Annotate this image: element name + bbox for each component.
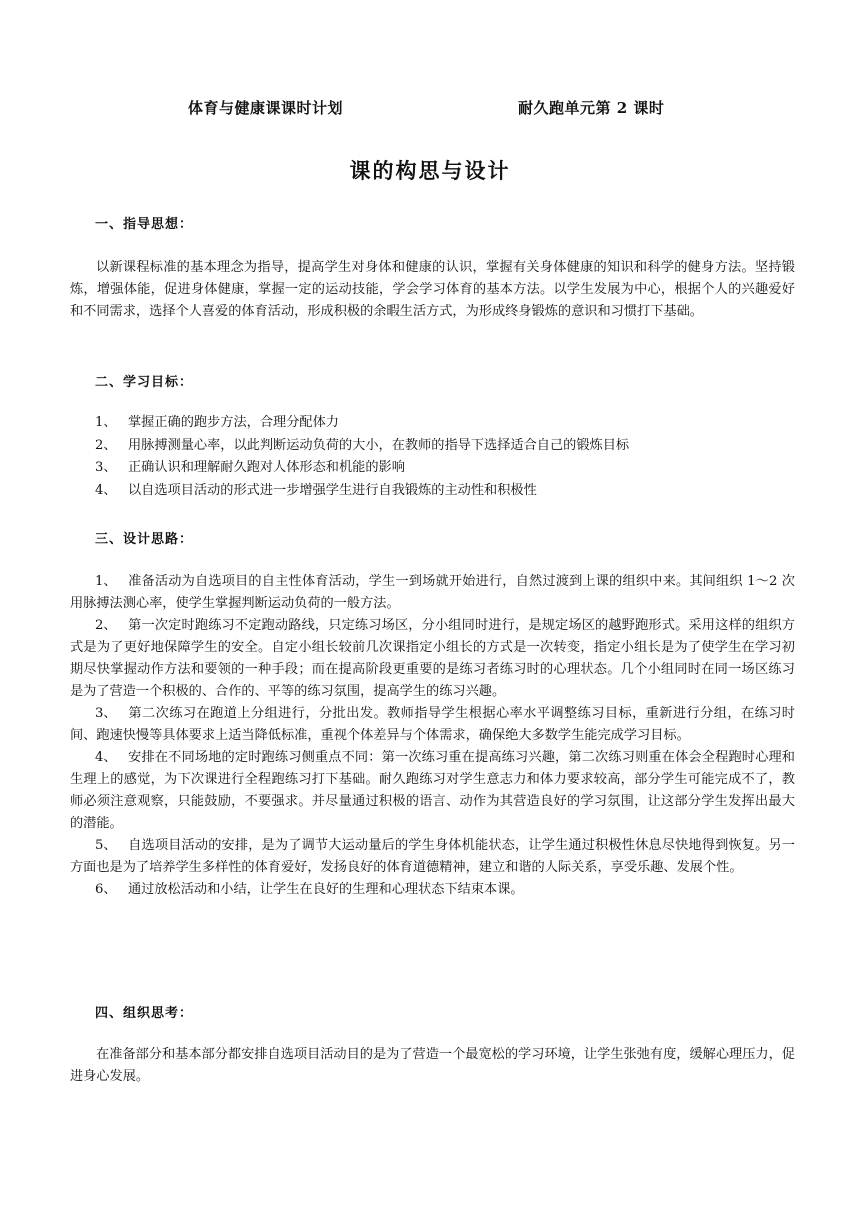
paragraph-text: 在准备部分和基本部分都安排自选项目活动目的是为了营造一个最宽松的学习环境，让学生张弛有度，缓解心理压力，促进身心发展。 xyxy=(70,1047,795,1084)
item-number: 5、 xyxy=(95,838,117,853)
section-heading-guiding-ideology: 一、指导思想： xyxy=(95,217,194,232)
item-text: 准备活动为自选项目的自主性体育活动，学生一到场就开始进行，自然过渡到上课的组织中来。其间组织 1～2 次用脉搏法测心率，使学生掌握判断运动负荷的一般方法。 xyxy=(70,574,795,611)
design-ideas-list xyxy=(70,571,795,901)
list-item xyxy=(95,435,629,458)
list-item xyxy=(70,571,795,615)
item-number: 2、 xyxy=(95,437,117,453)
list-item xyxy=(70,879,795,901)
item-text: 自选项目活动的安排，是为了调节大运动量后的学生身体机能状态，让学生通过积极性休息尽快地得到恢复。另一方面也是为了培养学生多样性的体育爱好，发扬良好的体育道德精神，建立和谐的人际关系，享受乐趣、发展个性。 xyxy=(70,838,795,875)
item-text: 安排在不同场地的定时跑练习侧重点不同：第一次练习重在提高练习兴趣，第二次练习则重在体会全程跑时心理和生理上的感觉，为下次课进行全程跑练习打下基础。耐久跑练习对学生意志力和体力要求较高，部分学生可能完成不了，教师必须注意观察，只能鼓励，不要强求。并尽量通过积极的语言、动作为其营造良好的学习氛围，让这部分学生发挥出最大的潜能。 xyxy=(70,750,795,831)
item-number: 6、 xyxy=(95,882,117,897)
page-title: 课的构思与设计 xyxy=(349,158,511,183)
header-course-plan: 体育与健康课课时计划 xyxy=(188,99,344,117)
header-unit-lesson: 耐久跑单元第 2 课时 xyxy=(518,99,665,117)
item-number: 1、 xyxy=(95,574,117,589)
item-number: 1、 xyxy=(95,415,117,430)
item-text: 第一次定时跑练习不定跑动路线，只定练习场区，分小组同时进行，是规定场区的越野跑形式。采用这样的组织方式是为了更好地保障学生的安全。自定小组长较前几次课指定小组长的方式是一次转变，指定小组长是为了使学生在学习初期尽快掌握动作方法和要领的一种手段；而在提高阶段更重要的是练习者练习时的心理状态。几个小组同时在同一场区练习是为了营造一个积极的、合作的、平等的练习氛围，提高学生的练习兴趣。 xyxy=(70,618,795,699)
section-heading-organization: 四、组织思考： xyxy=(95,1006,194,1021)
guiding-ideology-paragraph xyxy=(70,257,795,323)
section-heading-design-ideas: 三、设计思路： xyxy=(95,532,194,547)
section-heading-learning-goals: 二、学习目标： xyxy=(95,375,194,390)
item-text: 掌握正确的跑步方法，合理分配体力 xyxy=(128,415,339,430)
item-text: 第二次练习在跑道上分组进行，分批出发。教师指导学生根据心率水平调整练习目标，重新进行分组，在练习时间、跑速快慢等具体要求上适当降低标准，重视个体差异与个体需求，确保绝大多数学生能完成学习目标。 xyxy=(70,706,795,743)
item-text: 正确认识和理解耐久跑对人体形态和机能的影响 xyxy=(128,460,405,475)
list-item xyxy=(95,412,629,435)
list-item xyxy=(95,457,629,480)
list-item xyxy=(70,835,795,879)
list-item xyxy=(70,703,795,747)
list-item xyxy=(70,615,795,703)
item-text: 通过放松活动和小结，让学生在良好的生理和心理状态下结束本课。 xyxy=(128,882,524,897)
item-text: 以自选项目活动的形式进一步增强学生进行自我锻炼的主动性和积极性 xyxy=(128,482,537,498)
learning-goals-list xyxy=(95,412,629,502)
list-item xyxy=(70,747,795,835)
item-number: 4、 xyxy=(95,482,117,498)
organization-paragraph xyxy=(70,1044,795,1088)
item-number: 3、 xyxy=(95,460,117,475)
item-number: 2、 xyxy=(95,618,117,633)
item-text: 用脉搏测量心率，以此判断运动负荷的大小，在教师的指导下选择适合自己的锻炼目标 xyxy=(128,437,630,453)
paragraph-text: 以新课程标准的基本理念为指导，提高学生对身体和健康的认识，掌握有关身体健康的知识和科学的健身方法。坚持锻炼，增强体能，促进身体健康，掌握一定的运动技能，学会学习体育的基本方法。以学生发展为中心，根据个人的兴趣爱好和不同需求，选择个人喜爱的体育活动，形成积极的余暇生活方式，为形成终身锻炼的意识和习惯打下基础。 xyxy=(70,260,795,319)
list-item xyxy=(95,480,629,503)
item-number: 3、 xyxy=(95,706,117,721)
item-number: 4、 xyxy=(95,750,117,765)
